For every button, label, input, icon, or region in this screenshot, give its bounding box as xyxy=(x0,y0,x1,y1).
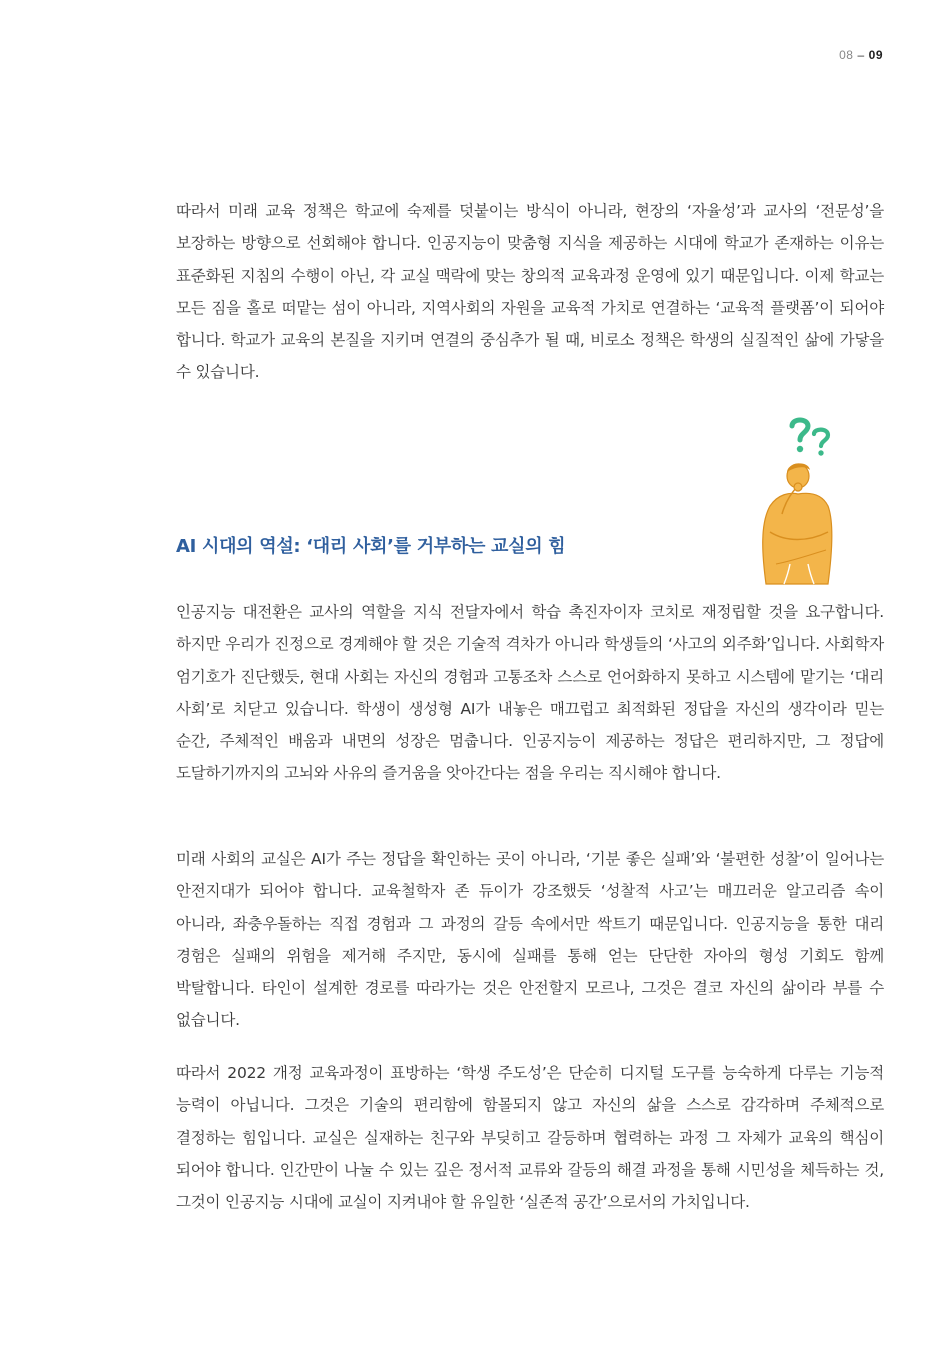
page-number-left: 08 xyxy=(839,48,854,62)
section-paragraph-1: 인공지능 대전환은 교사의 역할을 지식 전달자에서 학습 촉진자이자 코치로 재정립할 것을 요구합니다. 하지만 우리가 진정으로 경계해야 할 것은 기술적 격차가 아니라 학생들의 ‘사고의 외주화’입니다. 사회학자 엄기호가 진단했듯, 현대 사회는 자신의 경험과 고통조차 스스로 언어화하지 못하고 시스템에 맡기는 ‘대리 사회’로 치닫고 있습니다. 학생이 생성형 AI가 내놓은 매끄럽고 최적화된 정답을 자신의 생각이라 믿는 순간, 주체적인 배움과 내면의 성장은 멈춥니다. 인공지능이 제공하는 정답은 편리하지만, 그 정답에 도달하기까지의 고뇌와 사유의 즐거움을 앗아간다는 점을 우리는 직시해야 합니다. xyxy=(176,603,884,783)
section-heading: AI 시대의 역설: ‘대리 사회’를 거부하는 교실의 힘 xyxy=(176,536,566,557)
section-paragraph-3: 따라서 2022 개정 교육과정이 표방하는 ‘학생 주도성’은 단순히 디지털 도구를 능숙하게 다루는 기능적 능력이 아닙니다. 그것은 기술의 편리함에 함몰되지 않고 자신의 삶을 스스로 감각하며 주체적으로 결정하는 힘입니다. 교실은 실재하는 친구와 부딪히고 갈등하며 협력하는 과정 그 자체가 교육의 핵심이 되어야 합니다. 인간만이 나눌 수 있는 깊은 정서적 교류와 갈등의 해결 과정을 통해 시민성을 체득하는 것, 그것이 인공지능 시대에 교실이 지켜내야 할 유일한 ‘실존적 공간’으로서의 가치입니다. xyxy=(176,1064,885,1212)
intro-paragraph: 따라서 미래 교육 정책은 학교에 숙제를 덧붙이는 방식이 아니라, 현장의 ‘자율성’과 교사의 ‘전문성’을 보장하는 방향으로 선회해야 합니다. 인공지능이 맞춤형 지식을 제공하는 시대에 학교가 존재하는 이유는 표준화된 지침의 수행이 아닌, 각 교실 맥락에 맞는 창의적 교육과정 운영에 있기 때문입니다. 이제 학교는 모든 짐을 홀로 떠맡는 섬이 아니라, 지역사회의 자원을 교육적 가치로 연결하는 ‘교육적 플랫폼’이 되어야 합니다. 학교가 교육의 본질을 지키며 연결의 중심추가 될 때, 비로소 정책은 학생의 실질적인 삶에 가닿을 수 있습니다. xyxy=(176,202,884,382)
section-paragraph-2: 미래 사회의 교실은 AI가 주는 정답을 확인하는 곳이 아니라, ‘기분 좋은 실패’와 ‘불편한 성찰’이 일어나는 안전지대가 되어야 합니다. 교육철학자 존 듀이가 강조했듯 ‘성찰적 사고’는 매끄러운 알고리즘 속이 아니라, 좌충우돌하는 직접 경험과 그 과정의 갈등 속에서만 싹트기 때문입니다. 인공지능을 통한 대리 경험은 실패의 위험을 제거해 주지만, 동시에 실패를 통해 얻는 단단한 자아의 형성 기회도 함께 박탈합니다. 타인이 설계한 경로를 따라가는 것은 안전할지 모르나, 그것은 결코 자신의 삶이라 부를 수 없습니다. xyxy=(176,850,884,1030)
page-number-separator: – xyxy=(857,48,865,62)
page-number-right: 09 xyxy=(868,48,883,62)
page-numbers xyxy=(839,48,883,62)
thinking-person-with-question-marks-icon xyxy=(756,414,846,586)
